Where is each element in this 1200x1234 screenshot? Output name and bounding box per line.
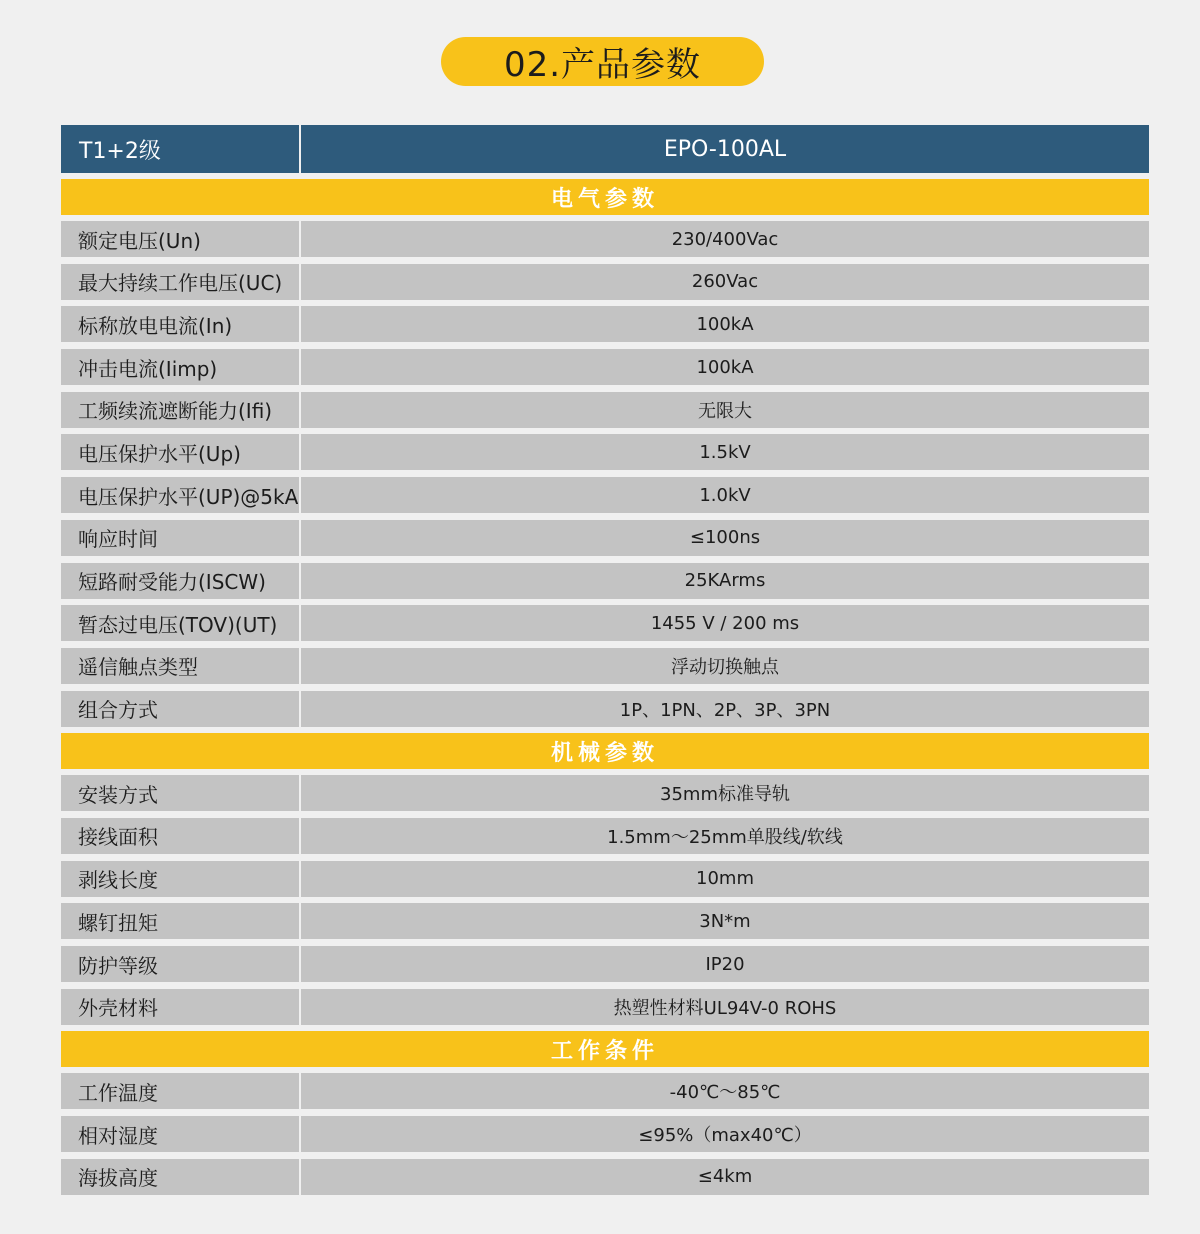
table-row [61,563,1149,599]
row-label: 电压保护水平(UP)@5kA [61,477,301,513]
table-row [61,520,1149,556]
row-label: 冲击电流(Iimp) [61,349,301,385]
row-label: 标称放电电流(In) [61,306,301,342]
section-title: 机械参数 [61,733,1149,769]
row-value: 10mm [696,868,754,890]
section-title: 电气参数 [61,179,1149,215]
row-value: 230/400Vac [671,228,779,250]
table-row [61,306,1149,342]
page-title: 02.产品参数 [441,37,764,86]
row-label: 外壳材料 [61,989,301,1025]
table-row [61,903,1149,939]
row-label: 螺钉扭矩 [61,903,301,939]
table-row [61,221,1149,257]
row-label: 海拔高度 [61,1159,301,1195]
row-value: 无限大 [698,400,752,422]
table-row [61,264,1149,300]
row-value: 100kA [696,313,754,335]
row-value: 1.5kV [699,441,751,463]
table-row [61,818,1149,854]
table-row [61,392,1149,428]
row-label: 响应时间 [61,520,301,556]
row-label: 最大持续工作电压(UC) [61,264,301,300]
row-value: 100kA [696,356,754,378]
table-row [61,1116,1149,1152]
row-label: 接线面积 [61,818,301,854]
table-row [61,861,1149,897]
row-value: 浮动切换触点 [671,656,779,678]
row-value: 热塑性材料UL94V-0 ROHS [613,997,837,1019]
row-label: 组合方式 [61,691,301,727]
row-label: 安装方式 [61,775,301,811]
row-value: 1.5mm～25mm单股线/软线 [607,826,843,848]
row-label: 暂态过电压(TOV)(UT) [61,605,301,641]
row-value: 35mm标准导轨 [660,784,790,806]
row-value: -40℃～85℃ [669,1082,781,1104]
table-row [61,989,1149,1025]
table-row [61,691,1149,727]
table-row [61,946,1149,982]
spec-table [61,125,1149,1201]
table-row [61,605,1149,641]
row-value: 3N*m [699,910,751,932]
row-value: 25KArms [684,570,766,591]
table-row [61,648,1149,684]
row-label: 短路耐受能力(ISCW) [61,563,301,599]
row-value: 1P、1PN、2P、3P、3PN [619,699,831,721]
header-label: T1+2级 [61,125,301,173]
row-label: 额定电压(Un) [61,221,301,257]
table-row [61,1073,1149,1109]
table-row [61,434,1149,470]
table-row [61,775,1149,811]
table-row [61,477,1149,513]
spec-sections [61,179,1149,1195]
row-label: 相对湿度 [61,1116,301,1152]
row-label: 工作温度 [61,1073,301,1109]
table-row [61,1159,1149,1195]
row-value: 1455 V / 200 ms [650,612,800,634]
row-value: ≤100ns [689,527,761,549]
table-header [61,125,1149,173]
row-label: 遥信触点类型 [61,648,301,684]
row-label: 剥线长度 [61,861,301,897]
row-value: ≤4km [697,1166,753,1188]
row-label: 防护等级 [61,946,301,982]
row-label: 工频续流遮断能力(Ifi) [61,392,301,428]
row-label: 电压保护水平(Up) [61,434,301,470]
row-value: 260Vac [691,271,759,293]
section-title: 工作条件 [61,1031,1149,1067]
header-model: EPO-100AL [663,136,787,162]
row-value: ≤95%（max40℃） [638,1125,812,1147]
row-value: IP20 [705,953,745,975]
table-row [61,349,1149,385]
row-value: 1.0kV [699,484,751,506]
